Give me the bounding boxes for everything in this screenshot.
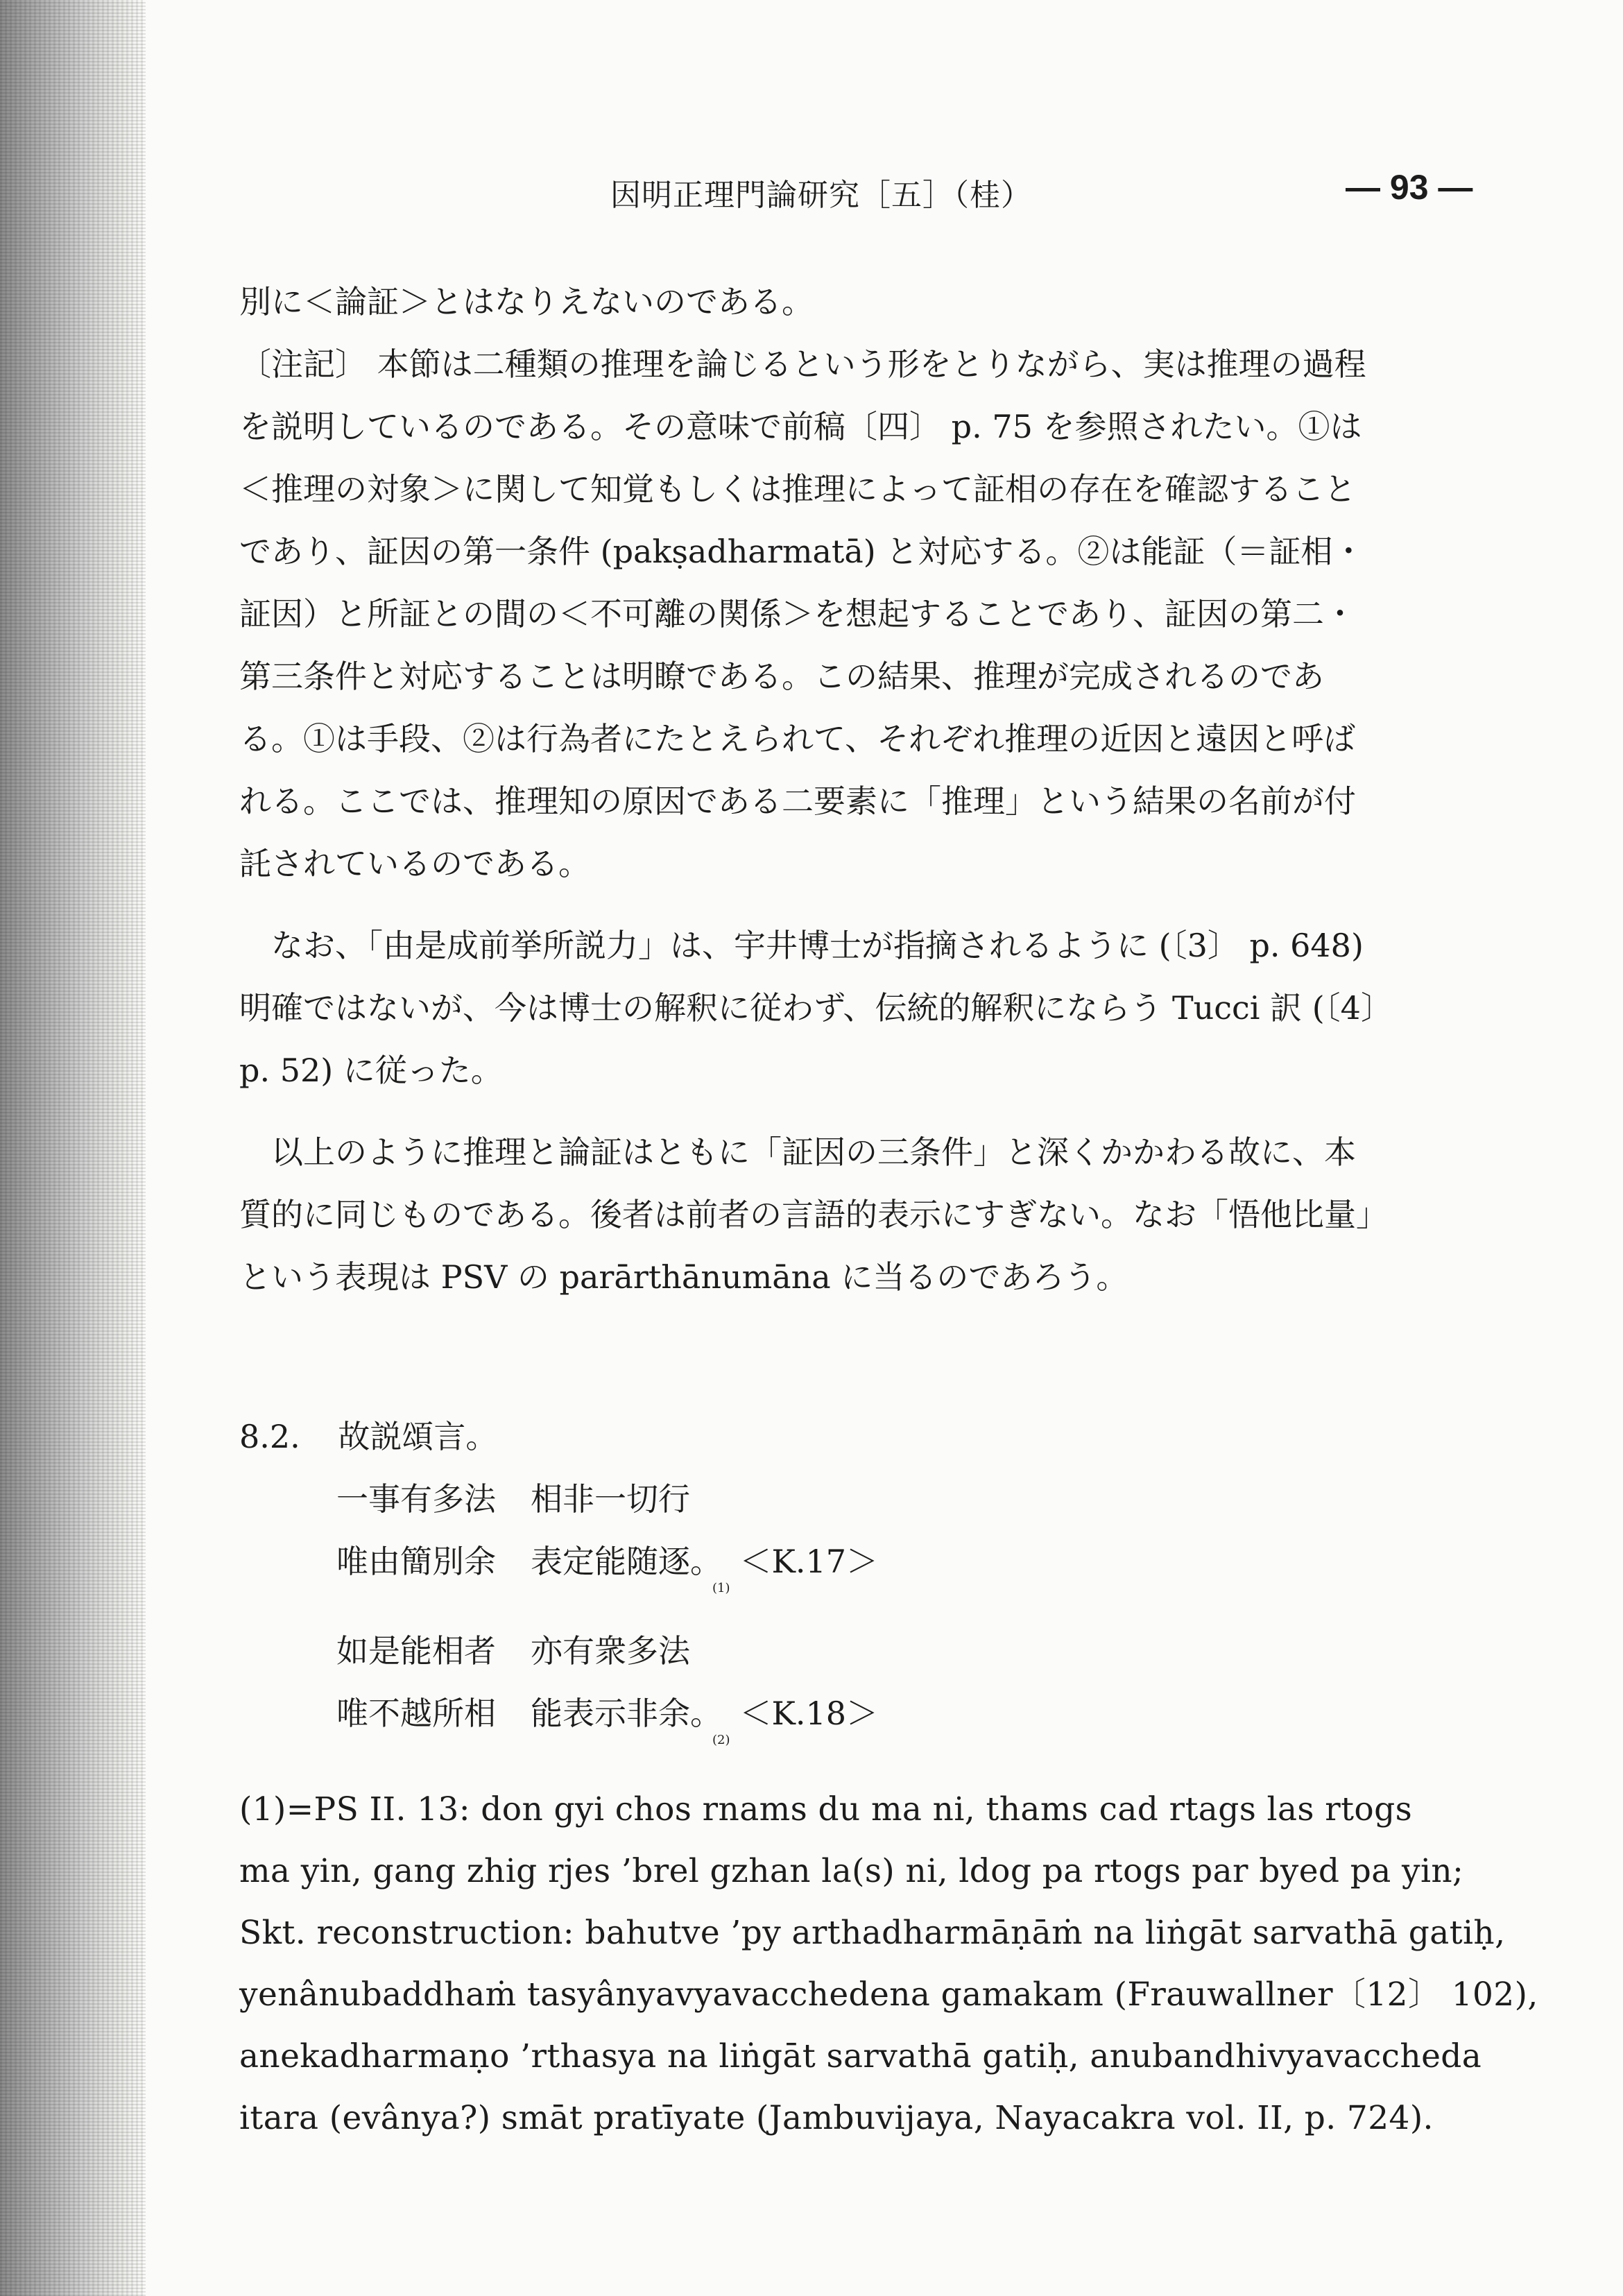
- text-line: ＜推理の対象＞に関して知覚もしくは推理によって証相の存在を確認すること: [239, 470, 1356, 508]
- footnote-line: Skt. reconstruction: bahutve ’py arthadharmāṇāṁ na liṅgāt sarvathā gatiḥ,: [239, 1914, 1506, 1952]
- text-line: 質的に同じものである。後者は前者の言語的表示にすぎない。なお「悟他比量」: [239, 1196, 1388, 1233]
- verse-second-half: 亦有衆多法: [531, 1632, 690, 1670]
- footnote-line: anekadharmaṇo ’rthasya na liṅgāt sarvathā gatiḥ, anubandhivyavaccheda: [239, 2037, 1482, 2075]
- section-8-2: [239, 1405, 1467, 1772]
- section-title: 故説頌言。: [338, 1418, 498, 1455]
- paragraph-ui-note: [239, 914, 1467, 1102]
- page-header: [0, 170, 1623, 225]
- text-line: 証因）と所証との間の＜不可離の関係＞を想起することであり、証因の第二・: [239, 595, 1356, 633]
- footnote-line: ma yin, gang zhig rjes ’brel gzhan la(s) ni, ldog pa rtogs par byed pa yin;: [239, 1852, 1464, 1890]
- text-line: を説明しているのである。その意味で前稿〔四〕 p. 75 を参照されたい。①は: [239, 408, 1362, 445]
- footnote-line: itara (evânya?) smāt pratīyate (Jambuvijaya, Nayacakra vol. II, p. 724).: [239, 2099, 1434, 2137]
- footnote-marker: (1): [712, 1581, 730, 1595]
- page-body: [239, 271, 1538, 2149]
- verse-first-half: 一事有多法: [336, 1480, 496, 1518]
- running-title: 因明正理門論研究［五］（桂）: [610, 178, 1032, 213]
- text-line: れる。ここでは、推理知の原因である二要素に「推理」という結果の名前が付: [239, 782, 1356, 820]
- text-line: 〔注記〕 本節は二種類の推理を論じるという形をとりながら、実は推理の過程: [239, 345, 1366, 383]
- text-line: 以上のように推理と論証はともに「証因の三条件」と深くかかわる故に、本: [239, 1133, 1356, 1171]
- footnote-line: yenânubaddhaṁ tasyânyavyavacchedena gamakam (Frauwallner〔12〕 102),: [239, 1976, 1538, 2014]
- verse-line: [336, 1468, 1467, 1530]
- text-line: 明確ではないが、今は博士の解釈に従わず、伝統的解釈にならう Tucci 訳 (〔4〕: [239, 989, 1393, 1027]
- karika-reference: ＜K.17＞: [739, 1543, 879, 1580]
- verse-line: [336, 1530, 1467, 1620]
- section-heading: [239, 1405, 1467, 1468]
- verse-line: [336, 1620, 1467, 1682]
- text-line: という表現は PSV の parārthānumāna に当るのであろう。: [239, 1258, 1128, 1296]
- verse-line: [336, 1682, 1467, 1772]
- verse-second-half: 能表示非余。: [531, 1695, 722, 1732]
- footnote-line: (1)=PS II. 13: don gyi chos rnams du ma ni, thams cad rtags las rtogs: [239, 1790, 1413, 1828]
- text-line: なお、「由是成前挙所説力」は、宇井博士が指摘されるように (〔3〕 p. 648): [239, 927, 1364, 964]
- karika-reference: ＜K.18＞: [739, 1695, 879, 1732]
- verse-first-half: 唯不越所相: [336, 1695, 496, 1732]
- verse-second-half: 表定能随逐。: [531, 1543, 722, 1580]
- text-line: であり、証因の第一条件 (pakṣadharmatā) と対応する。②は能証（＝証相・: [239, 533, 1365, 570]
- text-line: p. 52) に従った。: [239, 1052, 503, 1089]
- footnote-marker: (2): [712, 1733, 730, 1747]
- paragraph-annotation: [239, 333, 1467, 895]
- verse-first-half: 唯由簡別余: [336, 1543, 496, 1580]
- scan-edge-shadow: [0, 0, 146, 2296]
- verse-second-half: 相非一切行: [531, 1480, 690, 1518]
- text-line: 託されているのである。: [239, 845, 590, 882]
- text-line: 別に＜論証＞とはなりえないのである。: [239, 283, 814, 320]
- page-number: — 93 —: [1346, 168, 1473, 207]
- footnote-block: [239, 1779, 1538, 2149]
- text-line: る。①は手段、②は行為者にたとえられて、それぞれ推理の近因と遠因と呼ば: [239, 720, 1356, 757]
- paragraph-opening: [239, 271, 1467, 333]
- paragraph-conclusion: [239, 1121, 1467, 1308]
- section-number: 8.2.: [239, 1418, 300, 1455]
- text-line: 第三条件と対応することは明瞭である。この結果、推理が完成されるのであ: [239, 658, 1324, 695]
- verse-first-half: 如是能相者: [336, 1632, 496, 1670]
